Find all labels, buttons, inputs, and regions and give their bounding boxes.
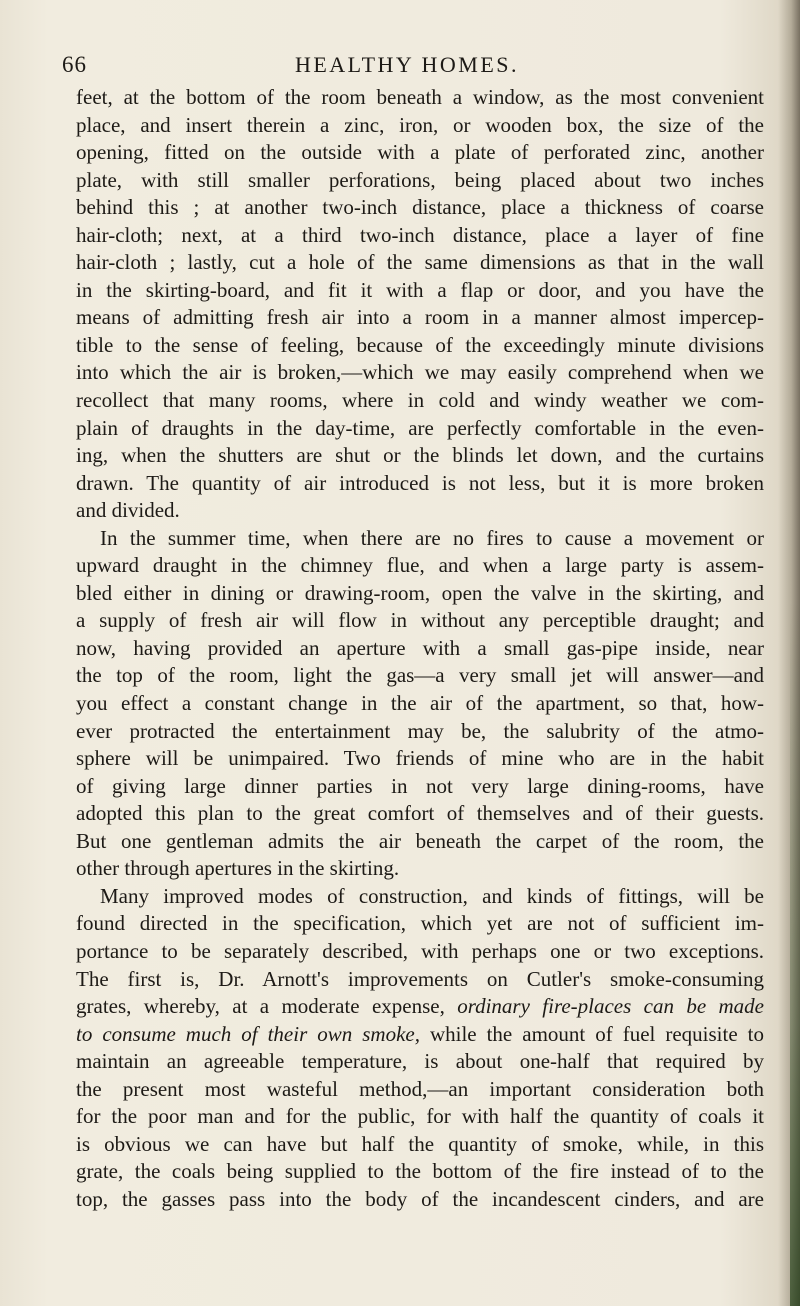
page-header: [62, 52, 752, 84]
text-line: [76, 277, 764, 305]
text-line: [76, 828, 764, 856]
line-text: ing, when the shutters are shut or the blinds let down, and the curtains: [76, 443, 764, 468]
text-line: [76, 552, 764, 580]
text-line: [76, 139, 764, 167]
text-line: [76, 249, 764, 277]
text-line: [76, 745, 764, 773]
text-line: [76, 525, 764, 553]
line-text: Many improved modes of construction, and kinds of fittings, will be: [100, 883, 764, 908]
text-line: [76, 1158, 764, 1186]
line-text: for the poor man and for the public, for with half the quantity of coals it: [76, 1104, 764, 1129]
line-text: maintain an agreeable temperature, is about one-half that required by: [76, 1049, 764, 1074]
line-text: drawn. The quantity of air introduced is not less, but it is more broken: [76, 470, 764, 495]
line-text: tible to the sense of feeling, because of the exceedingly minute divisions: [76, 332, 764, 357]
text-line: [76, 387, 764, 415]
text-line: [76, 415, 764, 443]
text-line: [76, 167, 764, 195]
running-head: HEALTHY HOMES.: [294, 52, 520, 77]
line-text: grate, the coals being supplied to the bottom of the fire instead of to the: [76, 1159, 764, 1184]
line-text: top, the gasses pass into the body of the incandescent cinders, and are: [76, 1186, 764, 1211]
line-text: The first is, Dr. Arnott's improvements on Cutler's smoke-consuming: [76, 966, 764, 991]
text-line: [76, 497, 764, 525]
text-line: [76, 718, 764, 746]
text-line: [76, 993, 764, 1021]
line-text: found directed in the specification, which yet are not of sufficient im-: [76, 911, 764, 936]
text-line: [76, 635, 764, 663]
line-text: in the skirting-board, and fit it with a flap or door, and you have the: [76, 277, 764, 302]
line-text: a supply of fresh air will flow in without any perceptible draught; and: [76, 608, 764, 633]
text-line: [76, 1048, 764, 1076]
line-text: plain of draughts in the day-time, are perfectly comfortable in the even-: [76, 415, 764, 440]
text-line: [76, 910, 764, 938]
text-line: [76, 607, 764, 635]
text-line: [76, 1103, 764, 1131]
line-text: of giving large dinner parties in not very large dining-rooms, have: [76, 773, 764, 798]
line-text: adopted this plan to the great comfort of themselves and of their guests.: [76, 801, 764, 826]
page-edge-strip: [790, 600, 800, 1306]
line-text: sphere will be unimpaired. Two friends of mine who are in the habit: [76, 746, 764, 771]
line-text: feet, at the bottom of the room beneath a window, as the most convenient: [76, 85, 764, 109]
text-line: [76, 359, 764, 387]
italic-text: ordinary fire-places can be made: [457, 994, 764, 1019]
text-line: [76, 883, 764, 911]
text-line: [76, 966, 764, 994]
line-text: means of admitting fresh air into a room in a manner almost impercep-: [76, 305, 764, 330]
line-text: upward draught in the chimney flue, and when a large party is assem-: [76, 553, 764, 578]
text-line: [76, 194, 764, 222]
text-line: [76, 222, 764, 250]
text-line: [76, 112, 764, 140]
line-text-after: while the amount of fuel requisite to: [419, 1021, 764, 1046]
line-text: plate, with still smaller perforations, being placed about two inches: [76, 167, 764, 192]
line-text: and divided.: [76, 498, 180, 523]
text-line: [76, 662, 764, 690]
line-text: is obvious we can have but half the quantity of smoke, while, in this: [76, 1131, 764, 1156]
line-text: behind this ; at another two-inch distance, place a thickness of coarse: [76, 195, 764, 220]
italic-text: to consume much of their own smoke,: [76, 1021, 420, 1046]
line-text: ever protracted the entertainment may be, the salubrity of the atmo-: [76, 718, 764, 743]
line-text: bled either in dining or drawing-room, open the valve in the skirting, and: [76, 580, 764, 605]
line-text: now, having provided an aperture with a small gas-pipe inside, near: [76, 635, 764, 660]
line-text: into which the air is broken,—which we may easily comprehend when we: [76, 360, 764, 385]
line-text: opening, fitted on the outside with a plate of perforated zinc, another: [76, 140, 764, 165]
text-line: [76, 470, 764, 498]
body-text: [76, 84, 764, 1213]
text-line: [76, 773, 764, 801]
line-text: the present most wasteful method,—an important consideration both: [76, 1076, 764, 1101]
text-line: [76, 1021, 764, 1049]
text-line: [76, 332, 764, 360]
line-text: portance to be separately described, with perhaps one or two exceptions.: [76, 938, 764, 963]
line-text: other through apertures in the skirting.: [76, 856, 400, 881]
line-text: hair-cloth; next, at a third two-inch distance, place a layer of fine: [76, 222, 764, 247]
text-line: [76, 84, 764, 112]
line-text: recollect that many rooms, where in cold and windy weather we com-: [76, 388, 764, 413]
text-line: [76, 690, 764, 718]
text-line: [76, 1076, 764, 1104]
text-line: [76, 1186, 764, 1214]
line-text: hair-cloth ; lastly, cut a hole of the same dimensions as that in the wall: [76, 250, 764, 275]
line-text: In the summer time, when there are no fires to cause a movement or: [100, 525, 764, 550]
line-text: place, and insert therein a zinc, iron, or wooden box, the size of the: [76, 112, 764, 137]
line-text: But one gentleman admits the air beneath the carpet of the room, the: [76, 828, 764, 853]
text-line: [76, 580, 764, 608]
text-line: [76, 938, 764, 966]
text-line: [76, 855, 764, 883]
page-number: 66: [62, 52, 87, 77]
text-line: [76, 1131, 764, 1159]
text-line: [76, 442, 764, 470]
text-line: [76, 304, 764, 332]
text-line: [76, 800, 764, 828]
line-text: grates, whereby, at a moderate expense,: [76, 994, 458, 1019]
line-text: you effect a constant change in the air of the apartment, so that, how-: [76, 691, 764, 716]
line-text: the top of the room, light the gas—a very small jet will answer—and: [76, 663, 764, 688]
